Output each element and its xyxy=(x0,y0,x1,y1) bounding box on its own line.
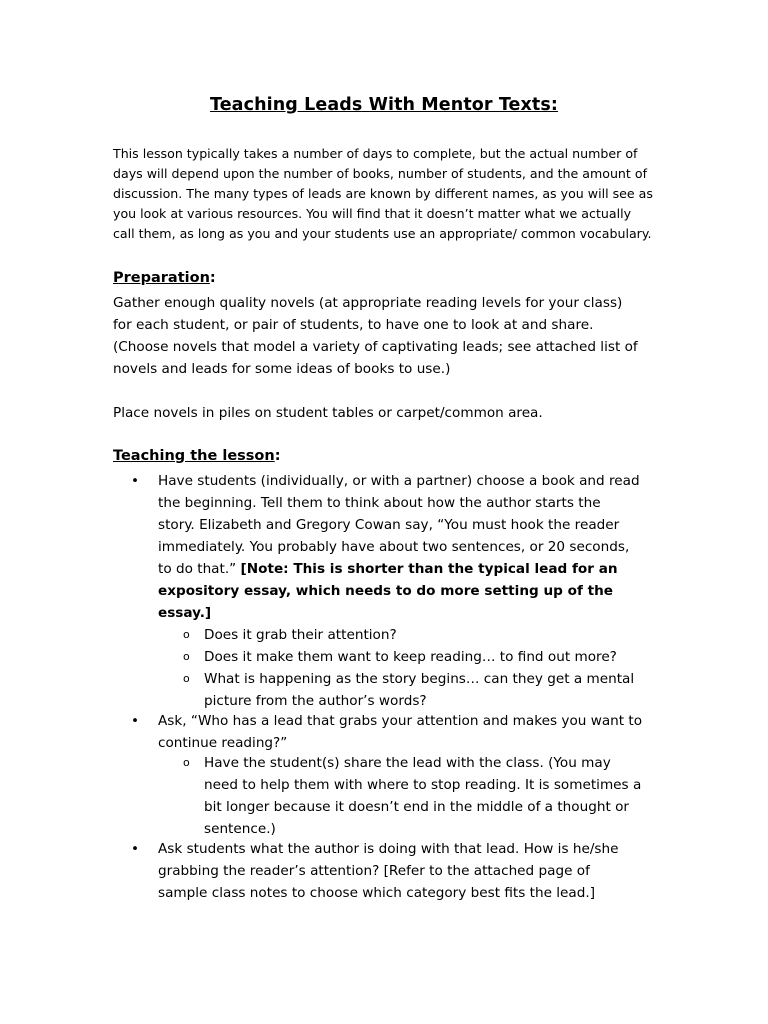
sub-bullet-marker: o xyxy=(183,650,190,663)
sub-bullet-line: What is happening as the story begins… can they get a mental xyxy=(204,671,635,687)
bullet-line: grabbing the reader’s attention? [Refer to the attached page of xyxy=(158,863,590,879)
bullet-line: immediately. You probably have about two sentences, or 20 seconds, xyxy=(158,539,630,555)
page-title: Teaching Leads With Mentor Texts: xyxy=(210,95,558,115)
bullet-marker: • xyxy=(131,473,140,489)
sub-bullet-marker: o xyxy=(183,756,190,769)
place-novels-paragraph xyxy=(113,402,673,424)
preparation-heading-text: Preparation xyxy=(113,270,210,286)
preparation-line: for each student, or pair of students, to have one to look at and share. xyxy=(113,317,594,333)
sub-bullet-line: Does it make them want to keep reading… to find out more? xyxy=(204,649,617,665)
bullet-line: continue reading?” xyxy=(158,735,288,751)
bullet-line-mixed xyxy=(158,558,640,580)
bullet-line: Ask students what the author is doing with that lead. How is he/she xyxy=(158,841,619,857)
sub-bullet-line: Have the student(s) share the lead with the class. (You may xyxy=(204,755,611,771)
preparation-line: novels and leads for some ideas of books to use.) xyxy=(113,361,451,377)
intro-paragraph xyxy=(113,144,658,244)
note-bold-line: essay.] xyxy=(158,605,212,621)
sub-bullet-item xyxy=(204,624,397,646)
sub-bullet-line: need to help them with where to stop reading. It is sometimes a xyxy=(204,777,642,793)
sub-bullet-line: sentence.) xyxy=(204,821,276,837)
intro-line: you look at various resources. You will find that it doesn’t matter what we actually xyxy=(113,206,632,221)
preparation-heading xyxy=(113,270,216,286)
teaching-heading-text: Teaching the lesson xyxy=(113,448,275,464)
bullet-marker: • xyxy=(131,841,140,857)
sub-bullet-line: picture from the author’s words? xyxy=(204,693,427,709)
note-bold-text: [Note: This is shorter than the typical lead for an xyxy=(240,561,618,577)
sub-bullet-item xyxy=(204,752,641,840)
bullet-marker: • xyxy=(131,713,140,729)
bullet-line: Ask, “Who has a lead that grabs your attention and makes you want to xyxy=(158,713,643,729)
bullet-item-3 xyxy=(158,838,618,904)
bullet-item-2 xyxy=(158,710,642,754)
bullet-line-plain: to do that.” xyxy=(158,561,241,577)
sub-bullet-marker: o xyxy=(183,628,190,641)
preparation-line: (Choose novels that model a variety of captivating leads; see attached list of xyxy=(113,339,638,355)
teaching-heading-colon: : xyxy=(274,448,281,464)
bullet-line: the beginning. Tell them to think about how the author starts the xyxy=(158,495,601,511)
bullet-line: Have students (individually, or with a partner) choose a book and read xyxy=(158,473,640,489)
sub-bullet-line: bit longer because it doesn’t end in the middle of a thought or xyxy=(204,799,630,815)
intro-line: days will depend upon the number of books, number of students, and the amount of xyxy=(113,166,647,181)
intro-line: call them, as long as you and your students use an appropriate/ common vocabulary. xyxy=(113,226,652,241)
preparation-heading-colon: : xyxy=(209,270,216,286)
preparation-paragraph xyxy=(113,292,673,380)
teaching-heading xyxy=(113,448,281,464)
place-novels-line: Place novels in piles on student tables or carpet/common area. xyxy=(113,405,543,421)
preparation-line: Gather enough quality novels (at appropriate reading levels for your class) xyxy=(113,295,623,311)
intro-line: discussion. The many types of leads are known by different names, as you will see as xyxy=(113,186,653,201)
bullet-item-1 xyxy=(158,470,640,624)
sub-bullet-item xyxy=(204,668,634,712)
sub-bullet-marker: o xyxy=(183,672,190,685)
bullet-line: story. Elizabeth and Gregory Cowan say, “You must hook the reader xyxy=(158,517,620,533)
sub-bullet-item xyxy=(204,646,617,668)
note-bold-line: expository essay, which needs to do more setting up of the xyxy=(158,583,613,599)
bullet-line: sample class notes to choose which category best fits the lead.] xyxy=(158,885,595,901)
intro-line: This lesson typically takes a number of days to complete, but the actual number of xyxy=(113,146,638,161)
sub-bullet-line: Does it grab their attention? xyxy=(204,627,397,643)
